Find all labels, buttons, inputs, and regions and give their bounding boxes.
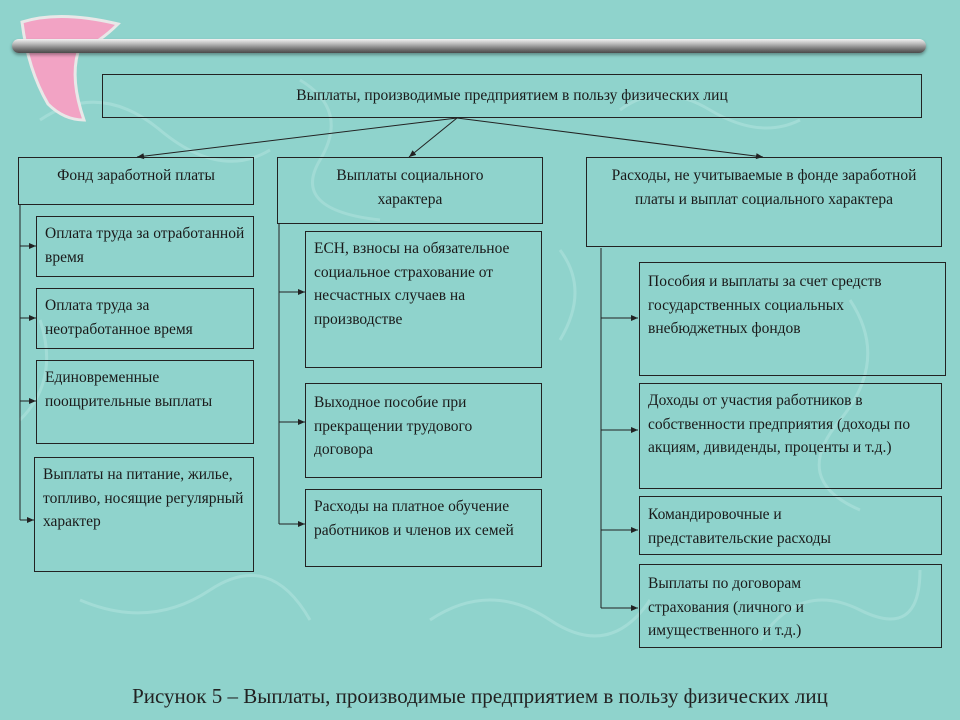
column-1-item-1	[36, 216, 254, 277]
column-1-header	[18, 157, 254, 205]
column-2-item-3-text: Расходы на платное обучение работников и членов их семей	[314, 498, 514, 539]
column-1-item-4-text: Выплаты на питание, жилье, топливо, носящие регулярный характер	[43, 466, 244, 530]
column-2-item-3	[305, 489, 542, 567]
column-1-item-1-text: Оплата труда за отработанной время	[45, 225, 245, 266]
column-1-title: Фонд заработной платы	[57, 167, 215, 184]
root-box	[102, 74, 922, 118]
column-2-header	[277, 157, 543, 224]
column-3-title: Расходы, не учитываемые в фонде заработной платы и выплат социального характера	[611, 167, 917, 208]
column-1-item-3-text: Единовременные поощрительные выплаты	[45, 369, 213, 410]
column-2-title: Выплаты социального характера	[336, 167, 484, 208]
column-2-item-1	[305, 231, 542, 368]
root-title: Выплаты, производимые предприятием в пользу физических лиц	[296, 87, 728, 104]
column-1-item-4	[34, 457, 254, 572]
column-1-item-3	[36, 360, 254, 444]
column-3-item-1-text: Пособия и выплаты за счет средств государственных социальных внебюджетных фондов	[648, 273, 882, 337]
column-1-item-2	[36, 288, 254, 349]
column-2-item-2	[305, 383, 542, 478]
column-3-item-1	[639, 262, 946, 376]
column-3-item-3-text: Командировочные и представительские расходы	[648, 506, 831, 547]
column-3-item-2-text: Доходы от участия работников в собственности предприятия (доходы по акциям, дивиденды, проценты и т.д.)	[648, 392, 911, 456]
figure-caption: Рисунок 5 – Выплаты, производимые предприятием в пользу физических лиц	[132, 684, 828, 708]
column-3-header	[586, 157, 942, 247]
column-2-item-2-text: Выходное пособие при прекращении трудового договора	[314, 394, 473, 458]
column-3-item-4	[639, 564, 942, 648]
column-1-item-2-text: Оплата труда за неотработанное время	[45, 297, 193, 338]
column-2-item-1-text: ЕСН, взносы на обязательное социальное страхование от несчастных случаев на производстве	[314, 240, 510, 328]
column-3-item-4-text: Выплаты по договорам страхования (личного и имущественного и т.д.)	[648, 575, 804, 639]
column-3-item-3	[639, 496, 942, 555]
title-bar-rod	[12, 39, 926, 53]
column-3-item-2	[639, 383, 942, 489]
